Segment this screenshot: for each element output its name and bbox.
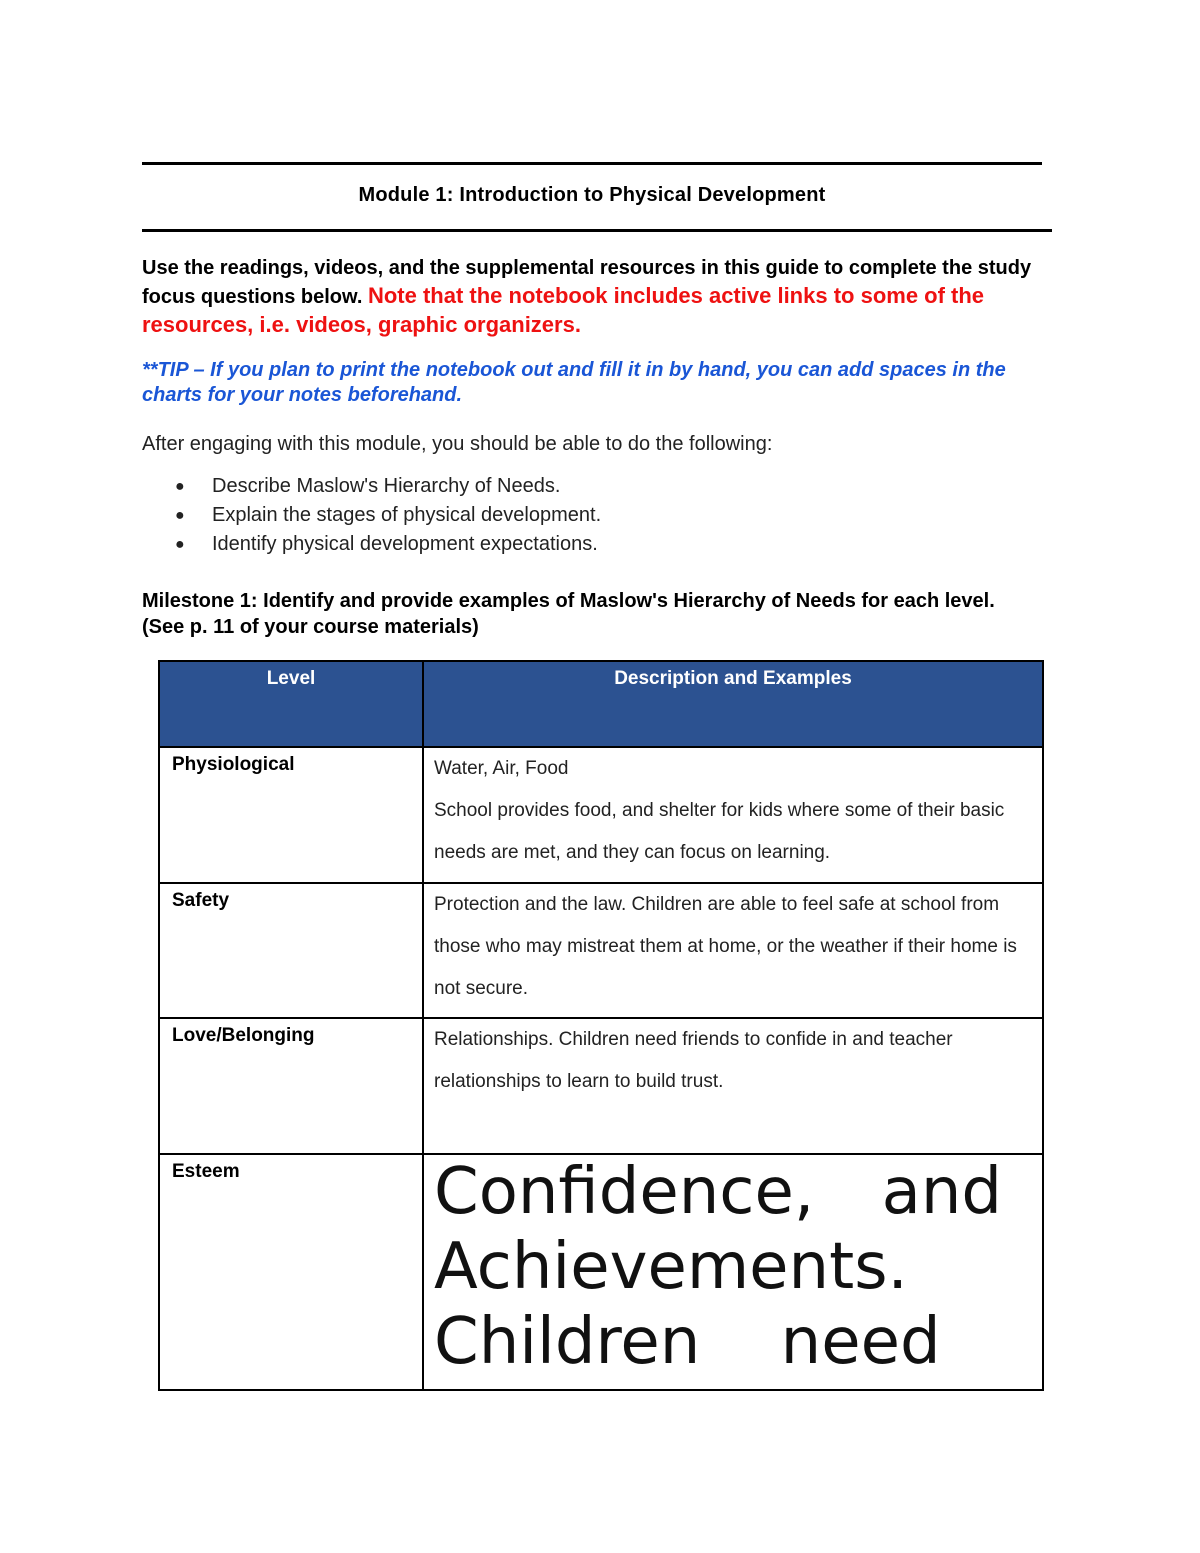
table-row xyxy=(159,1154,1043,1390)
list-item xyxy=(142,475,601,504)
header-level: Level xyxy=(159,661,423,747)
level-cell: Safety xyxy=(159,883,423,1018)
tip-paragraph: **TIP – If you plan to print the notebook out and fill it in by hand, you can add spaces in the charts for your notes beforehand. xyxy=(142,359,1006,406)
bottom-divider xyxy=(142,229,1052,232)
esteem-large-text xyxy=(434,1155,1002,1380)
objective-text: Describe Maslow's Hierarchy of Needs. xyxy=(212,475,561,497)
bullet-icon: ● xyxy=(175,536,185,553)
milestone-heading: Milestone 1: Identify and provide examples of Maslow's Hierarchy of Needs for each level. (See p. 11 of your course materials) xyxy=(142,590,995,638)
description-line: Water, Air, Food xyxy=(434,758,569,779)
objectives-list xyxy=(142,475,601,562)
esteem-line: Confidence, and xyxy=(434,1155,1002,1229)
level-cell: Love/Belonging xyxy=(159,1018,423,1154)
bullet-icon: ● xyxy=(175,507,185,524)
description-line: Protection and the law. Children are able to feel safe at school from those who may mistreat them at home, or the weather if their home is not secure. xyxy=(434,894,1017,999)
objectives-intro: After engaging with this module, you should be able to do the following: xyxy=(142,433,773,455)
objective-text: Explain the stages of physical development. xyxy=(212,504,602,526)
description-cell[interactable] xyxy=(423,1018,1043,1154)
description-cell[interactable] xyxy=(423,1154,1043,1390)
esteem-line: Children need xyxy=(434,1305,941,1379)
table-row xyxy=(159,1018,1043,1154)
bullet-icon: ● xyxy=(175,478,185,495)
description-cell[interactable] xyxy=(423,883,1043,1018)
table-row xyxy=(159,747,1043,883)
list-item xyxy=(142,504,601,533)
table-row xyxy=(159,883,1043,1018)
table-header-row xyxy=(159,661,1043,747)
description-line: School provides food, and shelter for kids where some of their basic needs are met, and they can focus on learning. xyxy=(434,800,1005,863)
level-cell: Esteem xyxy=(159,1154,423,1390)
maslow-table xyxy=(158,660,1044,1391)
esteem-line: Achievements. xyxy=(434,1230,908,1304)
description-cell[interactable] xyxy=(423,747,1043,883)
objective-text: Identify physical development expectations. xyxy=(212,533,598,555)
intro-paragraph xyxy=(142,254,1052,340)
description-line: Relationships. Children need friends to confide in and teacher relationships to learn to build trust. xyxy=(434,1029,953,1092)
module-title: Module 1: Introduction to Physical Development xyxy=(358,184,826,206)
level-cell: Physiological xyxy=(159,747,423,883)
intro-note-red: Note that the notebook includes active links to some of the resources, i.e. videos, graphic organizers. xyxy=(142,283,985,337)
intro-text: Use the readings, videos, and the supplemental resources in this guide to complete the study focus questions below. xyxy=(142,257,1032,308)
top-divider xyxy=(142,162,1042,165)
list-item xyxy=(142,533,601,562)
header-description: Description and Examples xyxy=(423,661,1043,747)
